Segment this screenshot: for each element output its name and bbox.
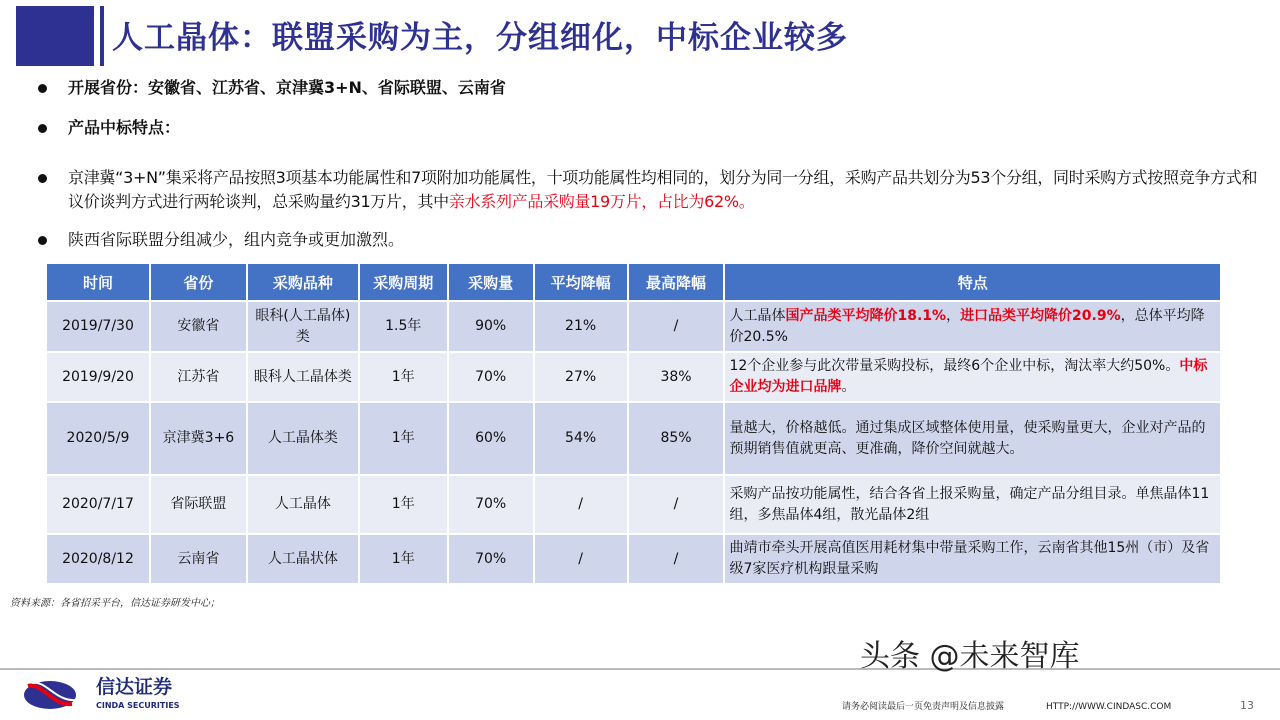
highlight-text: 中标企业均为进口品牌 (729, 358, 1208, 395)
feature-cell (724, 301, 1221, 352)
column-header: 最高降幅 (628, 264, 725, 301)
table-cell: 70% (448, 352, 534, 402)
column-header: 时间 (47, 264, 150, 301)
table-cell: 27% (534, 352, 628, 402)
feature-text: 曲靖市牵头开展高值医用耗材集中带量采购工作，云南省其他15州（市）及省级7家医疗机构跟量采购 (729, 540, 1210, 577)
table-cell: / (628, 534, 725, 583)
table-cell: 2020/5/9 (47, 402, 150, 475)
table-cell: 38% (628, 352, 725, 402)
table-row (47, 475, 1221, 534)
table-cell: 眼科人工晶体类 (247, 352, 359, 402)
bullet-provinces: 开展省份：安徽省、江苏省、京津冀3+N、省际联盟、云南省 (38, 76, 1270, 100)
table-cell: 安徽省 (150, 301, 247, 352)
table-cell: / (628, 475, 725, 534)
table-cell: 70% (448, 475, 534, 534)
table-row (47, 352, 1221, 402)
highlight-text: 进口品类平均降价20.9% (960, 307, 1121, 324)
bullet-highlight: 亲水系列产品采购量19万片，占比为62%。 (448, 192, 755, 211)
table-cell: 2019/7/30 (47, 301, 150, 352)
table-cell: 人工晶状体 (247, 534, 359, 583)
table-cell: 省际联盟 (150, 475, 247, 534)
cinda-logo-icon (22, 680, 82, 710)
title-accent-block (16, 6, 94, 66)
source-note: 资料来源：各省招采平台，信达证券研发中心； (10, 598, 220, 609)
table-row (47, 301, 1221, 352)
feature-text: ，总体平均降价20.5% (729, 307, 1205, 345)
table-cell: 人工晶体类 (247, 402, 359, 475)
table-cell: 云南省 (150, 534, 247, 583)
feature-cell (724, 534, 1221, 583)
column-header: 采购周期 (359, 264, 448, 301)
table-cell: 70% (448, 534, 534, 583)
title-accent-bar (100, 6, 104, 66)
logo-text-en: CINDA SECURITIES (96, 701, 180, 710)
table-cell: 江苏省 (150, 352, 247, 402)
bullet-text: 京津冀“3+N”集采将产品按照3项基本功能属性和7项附加功能属性，十项功能属性均相同的，划分为同一分组，采购产品共划分为53个分组，同时采购方式按照竞争方式和议价谈判方式进行两轮谈判，总采购量约31万片，其中 (68, 168, 1258, 211)
page-title: 人工晶体：联盟采购为主，分组细化，中标企业较多 (112, 20, 848, 56)
table-cell: 1年 (359, 475, 448, 534)
table-cell: 1年 (359, 534, 448, 583)
feature-cell (724, 475, 1221, 534)
feature-text: 12个企业参与此次带量采购投标，最终6个企业中标，淘汰率大约50%。 (729, 358, 1180, 374)
feature-text: 。 (841, 379, 856, 395)
table-cell: 京津冀3+6 (150, 402, 247, 475)
table-cell: 2020/8/12 (47, 534, 150, 583)
column-header: 特点 (724, 264, 1221, 301)
table-cell: 54% (534, 402, 628, 475)
table-cell: 2020/7/17 (47, 475, 150, 534)
bullet-features-heading: 产品中标特点： (38, 116, 1270, 140)
table-cell: / (534, 475, 628, 534)
feature-cell (724, 402, 1221, 475)
feature-text: ， (946, 307, 961, 324)
disclaimer: 请务必阅读最后一页免责声明及信息披露 (842, 702, 1005, 712)
column-header: 平均降幅 (534, 264, 628, 301)
table-row (47, 402, 1221, 475)
column-header: 省份 (150, 264, 247, 301)
table-row (47, 534, 1221, 583)
watermark: 头条 @未来智库 (860, 639, 1080, 674)
page-number: 13 (1240, 699, 1254, 712)
table-cell: 1年 (359, 402, 448, 475)
website-link[interactable]: HTTP://WWW.CINDASC.COM (1046, 702, 1172, 712)
bullet-jingjinji (38, 166, 1270, 214)
logo-text-cn: 信达证券 (96, 676, 173, 698)
table-cell: 眼科(人工晶体)类 (247, 301, 359, 352)
column-header: 采购量 (448, 264, 534, 301)
footer-divider (0, 668, 1280, 670)
feature-text: 量越大，价格越低。通过集成区域整体使用量，使采购量更大，企业对产品的预期销售值就更高、更准确，降价空间就越大。 (729, 419, 1206, 457)
table-cell: / (628, 301, 725, 352)
table-cell: 1年 (359, 352, 448, 402)
content-area (0, 76, 1280, 610)
table-cell: 60% (448, 402, 534, 475)
table-cell: 人工晶体 (247, 475, 359, 534)
feature-text: 采购产品按功能属性，结合各省上报采购量，确定产品分组目录。单焦晶体11组，多焦晶体4组，散光晶体2组 (729, 485, 1210, 523)
table-cell: 21% (534, 301, 628, 352)
highlight-text: 国产品类平均降价18.1% (785, 307, 947, 324)
column-header: 采购品种 (247, 264, 359, 301)
table-cell: 1.5年 (359, 301, 448, 352)
table-cell: / (534, 534, 628, 583)
table-cell: 90% (448, 301, 534, 352)
feature-cell (724, 352, 1221, 402)
table-cell: 85% (628, 402, 725, 475)
procurement-table (47, 264, 1222, 583)
table-cell: 2019/9/20 (47, 352, 150, 402)
bullet-shaanxi: 陕西省际联盟分组减少，组内竞争或更加激烈。 (38, 228, 1270, 252)
feature-text: 人工晶体 (729, 307, 786, 324)
